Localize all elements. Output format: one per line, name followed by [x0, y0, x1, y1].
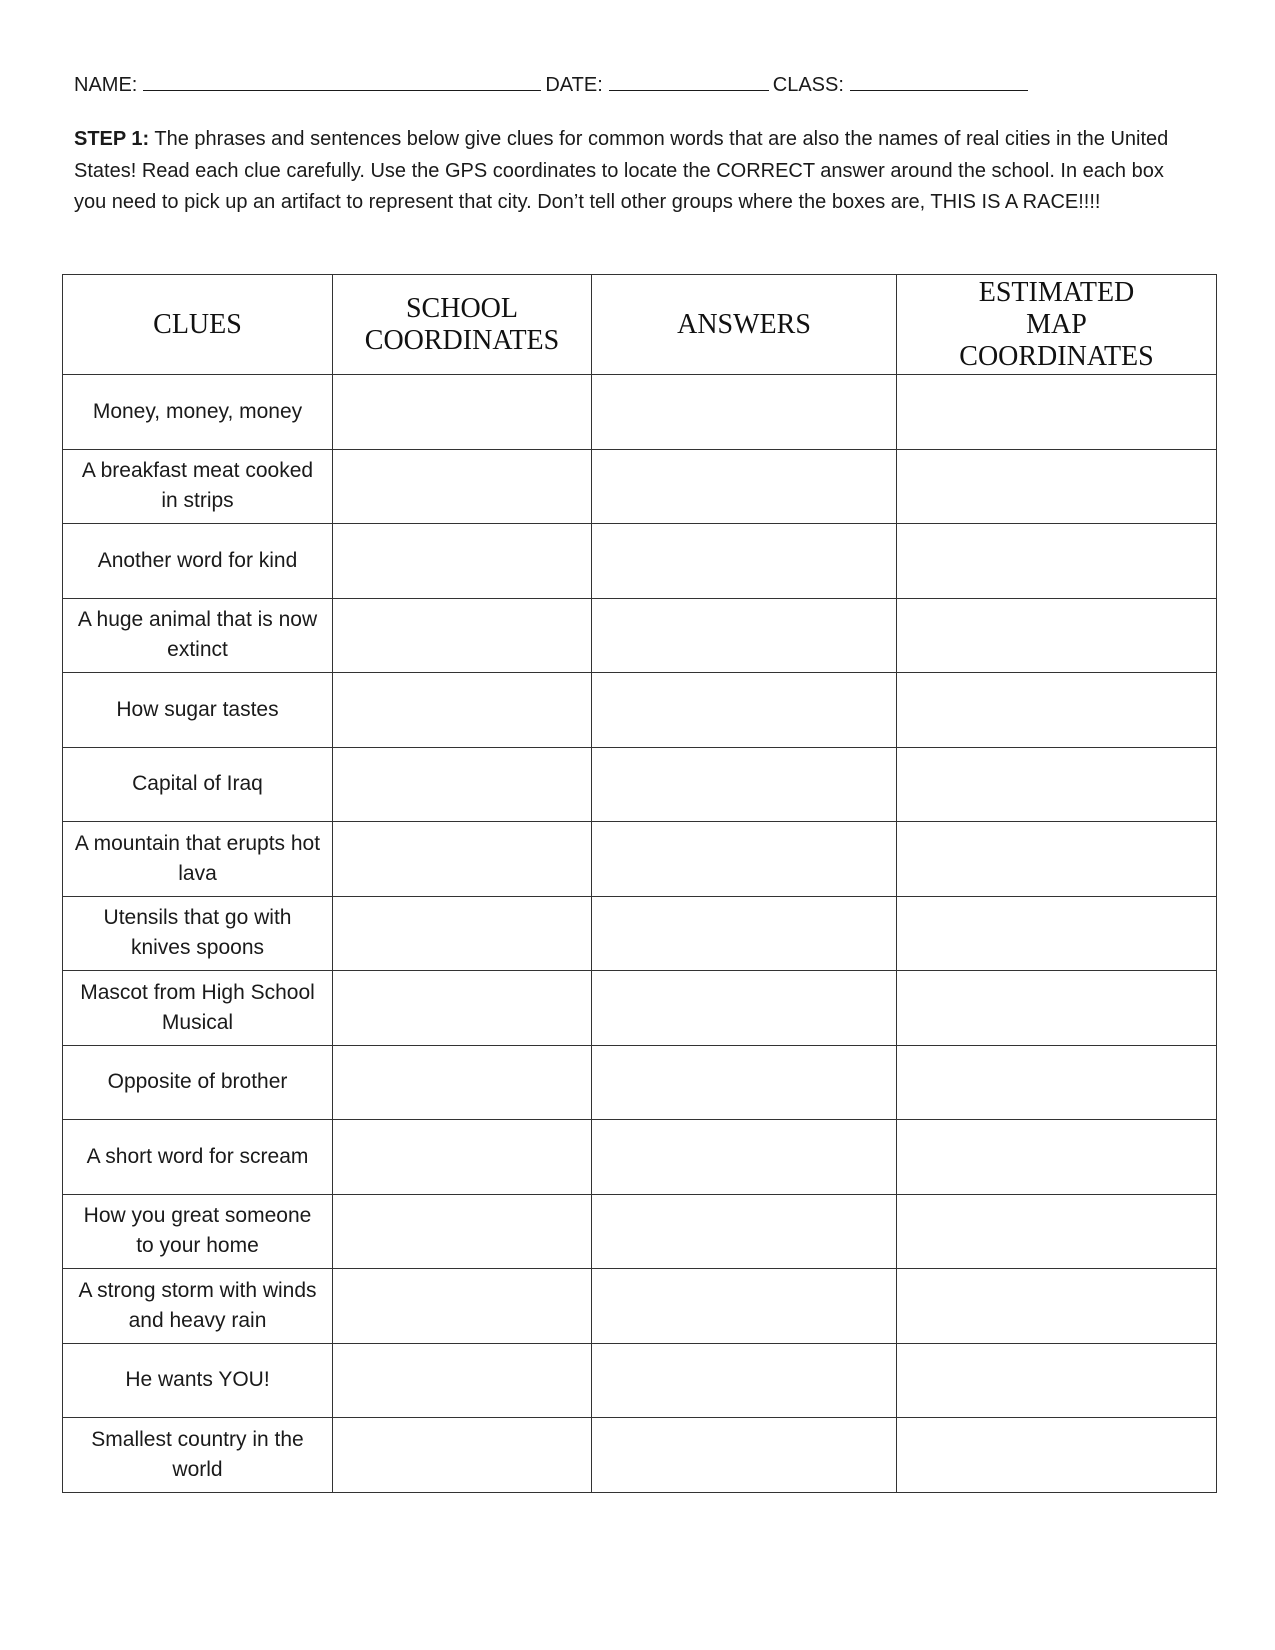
header-clues: CLUES — [63, 275, 333, 375]
clue-text: Capital of Iraq — [132, 772, 263, 796]
clue-cell — [63, 1269, 333, 1344]
map-coordinates-cell[interactable] — [897, 1343, 1217, 1418]
answer-cell[interactable] — [592, 1120, 897, 1195]
map-coordinates-cell[interactable] — [897, 1269, 1217, 1344]
answer-cell[interactable] — [592, 524, 897, 599]
answer-cell[interactable] — [592, 673, 897, 748]
clue-cell — [63, 598, 333, 673]
clue-text: Opposite of brother — [107, 1070, 288, 1094]
clue-cell — [63, 747, 333, 822]
answer-cell[interactable] — [592, 1045, 897, 1120]
answer-cell[interactable] — [592, 1194, 897, 1269]
instructions-paragraph — [74, 124, 1194, 219]
school-coordinates-cell[interactable] — [333, 1120, 592, 1195]
answer-cell[interactable] — [592, 375, 897, 450]
school-coordinates-cell[interactable] — [333, 822, 592, 897]
map-coordinates-cell[interactable] — [897, 598, 1217, 673]
map-coordinates-cell[interactable] — [897, 822, 1217, 897]
clue-text: Mascot from High School Musical — [80, 980, 315, 1034]
clue-cell — [63, 524, 333, 599]
clue-text: Utensils that go with knives spoons — [103, 906, 292, 960]
clue-cell — [63, 673, 333, 748]
map-coordinates-cell[interactable] — [897, 449, 1217, 524]
school-coordinates-cell[interactable] — [333, 1194, 592, 1269]
table-row — [63, 598, 1217, 673]
table-row — [63, 1120, 1217, 1195]
map-coordinates-cell[interactable] — [897, 524, 1217, 599]
clue-cell — [63, 1045, 333, 1120]
clue-cell — [63, 896, 333, 971]
clue-cell — [63, 449, 333, 524]
answer-cell[interactable] — [592, 449, 897, 524]
clue-text: A huge animal that is now extinct — [77, 608, 318, 662]
instructions-text: The phrases and sentences below give clues for common words that are also the names of real cities in the United States! Read each clue carefully. Use the GPS coordinates to locate the CORRECT answer around the school. In each box you need to pick up an artifact to represent that city. Don’t tell other groups where the boxes are, THIS IS A RACE!!!! — [74, 128, 1169, 213]
table-row — [63, 747, 1217, 822]
school-coordinates-cell[interactable] — [333, 896, 592, 971]
table-row — [63, 375, 1217, 450]
school-coordinates-cell[interactable] — [333, 598, 592, 673]
answer-cell[interactable] — [592, 1269, 897, 1344]
clue-cell — [63, 1418, 333, 1493]
table-row — [63, 673, 1217, 748]
answer-cell[interactable] — [592, 598, 897, 673]
clues-table — [62, 274, 1217, 1493]
map-coordinates-cell[interactable] — [897, 1418, 1217, 1493]
table-row — [63, 449, 1217, 524]
table-row — [63, 822, 1217, 897]
clue-cell — [63, 1120, 333, 1195]
clue-text: How sugar tastes — [116, 697, 279, 721]
clue-text: A strong storm with winds and heavy rain — [78, 1278, 317, 1332]
answer-cell[interactable] — [592, 1418, 897, 1493]
answer-cell[interactable] — [592, 1343, 897, 1418]
header-answers: ANSWERS — [592, 275, 897, 375]
answer-cell[interactable] — [592, 896, 897, 971]
map-coordinates-cell[interactable] — [897, 1120, 1217, 1195]
answer-cell[interactable] — [592, 822, 897, 897]
school-coordinates-cell[interactable] — [333, 1045, 592, 1120]
table-row — [63, 1269, 1217, 1344]
clue-text: A short word for scream — [86, 1144, 309, 1168]
clue-text: Another word for kind — [97, 548, 298, 572]
map-coordinates-cell[interactable] — [897, 1045, 1217, 1120]
school-coordinates-cell[interactable] — [333, 449, 592, 524]
header-fields — [74, 74, 1032, 97]
school-coordinates-cell[interactable] — [333, 1343, 592, 1418]
clue-cell — [63, 1194, 333, 1269]
table-row — [63, 1045, 1217, 1120]
school-coordinates-cell[interactable] — [333, 1418, 592, 1493]
date-label: DATE: — [545, 74, 603, 96]
name-blank[interactable] — [143, 76, 541, 91]
clue-text: A breakfast meat cooked in strips — [81, 459, 314, 513]
clue-text: He wants YOU! — [125, 1368, 270, 1392]
map-coordinates-cell[interactable] — [897, 673, 1217, 748]
school-coordinates-cell[interactable] — [333, 524, 592, 599]
clue-text: Money, money, money — [92, 399, 303, 423]
school-coordinates-cell[interactable] — [333, 971, 592, 1046]
class-blank[interactable] — [850, 76, 1028, 91]
map-coordinates-cell[interactable] — [897, 747, 1217, 822]
map-coordinates-cell[interactable] — [897, 375, 1217, 450]
table-row — [63, 1418, 1217, 1493]
clue-cell — [63, 1343, 333, 1418]
clue-cell — [63, 822, 333, 897]
clue-cell — [63, 971, 333, 1046]
step-label: STEP 1: — [74, 128, 150, 150]
school-coordinates-cell[interactable] — [333, 747, 592, 822]
clue-cell — [63, 375, 333, 450]
header-estimated-map-coordinates: ESTIMATED MAP COORDINATES — [897, 275, 1217, 375]
name-label: NAME: — [74, 74, 138, 96]
clue-text: How you great someone to your home — [83, 1204, 312, 1258]
clue-text: A mountain that erupts hot lava — [74, 831, 321, 885]
map-coordinates-cell[interactable] — [897, 896, 1217, 971]
table-row — [63, 1343, 1217, 1418]
table-row — [63, 971, 1217, 1046]
map-coordinates-cell[interactable] — [897, 1194, 1217, 1269]
table-header-row — [63, 275, 1217, 375]
clue-text: Smallest country in the world — [91, 1427, 304, 1481]
table-row — [63, 896, 1217, 971]
map-coordinates-cell[interactable] — [897, 971, 1217, 1046]
class-label: CLASS: — [772, 74, 844, 96]
header-school-coordinates: SCHOOL COORDINATES — [333, 275, 592, 375]
table-row — [63, 524, 1217, 599]
school-coordinates-cell[interactable] — [333, 1269, 592, 1344]
table-row — [63, 1194, 1217, 1269]
school-coordinates-cell[interactable] — [333, 375, 592, 450]
answer-cell[interactable] — [592, 971, 897, 1046]
date-blank[interactable] — [609, 76, 769, 91]
answer-cell[interactable] — [592, 747, 897, 822]
school-coordinates-cell[interactable] — [333, 673, 592, 748]
